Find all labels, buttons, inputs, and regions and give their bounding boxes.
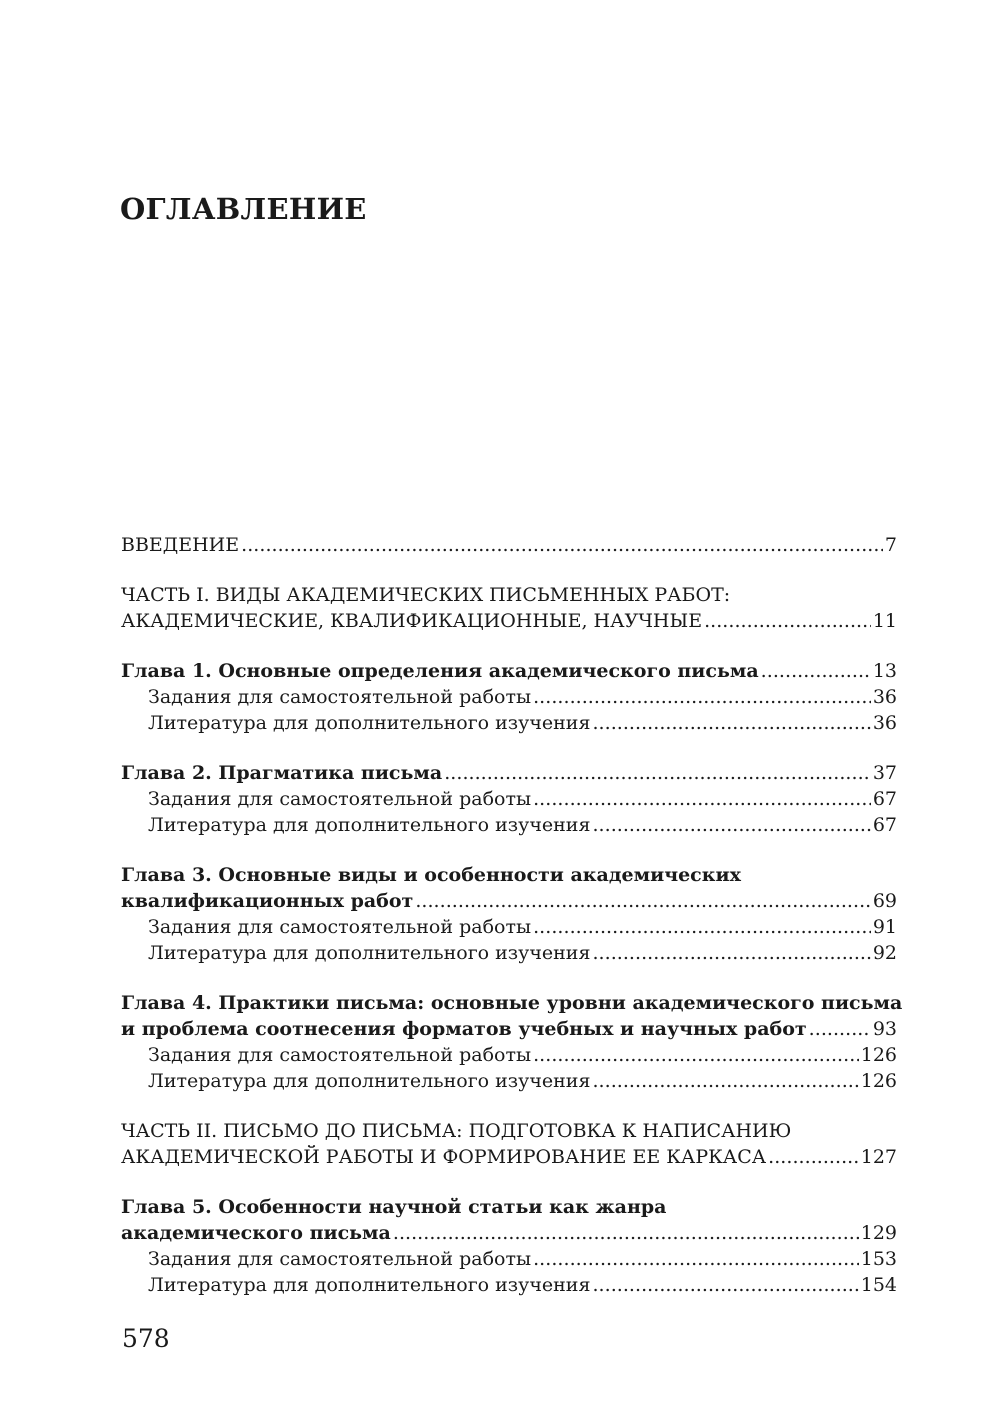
toc-entry-ch2-literature[interactable]: [121, 812, 897, 838]
toc-page-number: 36: [872, 712, 897, 734]
toc-page-number: 7: [884, 534, 897, 556]
toc-entry-label: Литература для дополнительного изучения: [148, 712, 591, 734]
toc-page-number: 93: [872, 1018, 897, 1040]
dot-leader: [768, 1144, 859, 1170]
toc-entry-label: Задания для самостоятельной работы: [148, 788, 532, 810]
toc-entry-ch5-tasks[interactable]: [121, 1246, 897, 1272]
toc-entry-label: Задания для самостоятельной работы: [148, 916, 532, 938]
dot-leader: [533, 914, 871, 940]
toc-entry-label: Глава 2. Прагматика письма: [121, 762, 443, 784]
toc-entry-ch1-literature[interactable]: [121, 710, 897, 736]
toc-entry-label: Глава 3. Основные виды и особенности академических: [121, 864, 741, 886]
toc-entry-label: ВВЕДЕНИЕ: [121, 534, 240, 556]
dot-leader: [533, 786, 871, 812]
toc-entry-chapter-3[interactable]: [121, 862, 897, 914]
dot-leader: [592, 710, 870, 736]
toc-page-number: 153: [860, 1248, 897, 1270]
toc-entry-label: Задания для самостоятельной работы: [148, 1044, 532, 1066]
toc-entry-label: Литература для дополнительного изучения: [148, 814, 591, 836]
toc-page-number: 36: [872, 686, 897, 708]
toc-page-number: 13: [872, 660, 897, 682]
toc-page-number: 92: [872, 942, 897, 964]
toc-page-number: 154: [860, 1274, 897, 1296]
toc-page-number: 11: [872, 610, 897, 632]
toc-entry-part-1[interactable]: [121, 582, 897, 634]
toc-page-number: 67: [872, 788, 897, 810]
toc-entry-ch4-tasks[interactable]: [121, 1042, 897, 1068]
table-of-contents: [121, 532, 903, 1298]
toc-entry-label: квалификационных работ: [121, 890, 414, 912]
dot-leader: [592, 812, 870, 838]
toc-entry-label: Литература для дополнительного изучения: [148, 1070, 591, 1092]
toc-entry-chapter-4[interactable]: [121, 990, 903, 1042]
toc-entry-label: академического письма: [121, 1222, 391, 1244]
dot-leader: [393, 1220, 859, 1246]
dot-leader: [533, 1246, 859, 1272]
toc-entry-label: АКАДЕМИЧЕСКОЙ РАБОТЫ И ФОРМИРОВАНИЕ ЕЕ КАРКАСА: [121, 1146, 767, 1168]
toc-entry-label: Задания для самостоятельной работы: [148, 1248, 532, 1270]
toc-page-number: 37: [872, 762, 897, 784]
toc-entry-label: ЧАСТЬ I. ВИДЫ АКАДЕМИЧЕСКИХ ПИСЬМЕННЫХ РАБОТ:: [121, 584, 731, 606]
dot-leader: [704, 608, 871, 634]
dot-leader: [592, 1272, 858, 1298]
toc-entry-intro[interactable]: [121, 532, 897, 558]
toc-entry-label: Глава 4. Практики письма: основные уровни академического письма: [121, 992, 903, 1014]
toc-entry-label: АКАДЕМИЧЕСКИЕ, КВАЛИФИКАЦИОННЫЕ, НАУЧНЫЕ: [121, 610, 703, 632]
toc-entry-label: Глава 1. Основные определения академического письма: [121, 660, 759, 682]
page-number: 578: [122, 1324, 170, 1353]
dot-leader: [241, 532, 883, 558]
toc-page-number: 126: [860, 1070, 897, 1092]
toc-entry-chapter-5[interactable]: [121, 1194, 897, 1246]
dot-leader: [809, 1016, 871, 1042]
toc-entry-label: Глава 5. Особенности научной статьи как жанра: [121, 1196, 667, 1218]
toc-entry-part-2[interactable]: [121, 1118, 897, 1170]
page-title: ОГЛАВЛЕНИЕ: [120, 192, 367, 226]
toc-page-number: 69: [872, 890, 897, 912]
toc-entry-ch2-tasks[interactable]: [121, 786, 897, 812]
dot-leader: [592, 940, 870, 966]
dot-leader: [761, 658, 871, 684]
toc-page-number: 129: [860, 1222, 897, 1244]
toc-entry-label: и проблема соотнесения форматов учебных и научных работ: [121, 1018, 807, 1040]
toc-entry-chapter-1[interactable]: [121, 658, 897, 684]
toc-entry-ch4-literature[interactable]: [121, 1068, 897, 1094]
toc-entry-label: Литература для дополнительного изучения: [148, 1274, 591, 1296]
toc-entry-label: Задания для самостоятельной работы: [148, 686, 532, 708]
toc-entry-ch1-tasks[interactable]: [121, 684, 897, 710]
dot-leader: [533, 1042, 859, 1068]
toc-page-number: 127: [860, 1146, 897, 1168]
dot-leader: [592, 1068, 858, 1094]
toc-entry-ch3-tasks[interactable]: [121, 914, 897, 940]
toc-entry-chapter-2[interactable]: [121, 760, 897, 786]
dot-leader: [533, 684, 871, 710]
toc-page-number: 126: [860, 1044, 897, 1066]
toc-entry-ch5-literature[interactable]: [121, 1272, 897, 1298]
toc-page-number: 91: [872, 916, 897, 938]
dot-leader: [444, 760, 871, 786]
toc-entry-label: Литература для дополнительного изучения: [148, 942, 591, 964]
dot-leader: [415, 888, 871, 914]
toc-page-number: 67: [872, 814, 897, 836]
toc-entry-label: ЧАСТЬ II. ПИСЬМО ДО ПИСЬМА: ПОДГОТОВКА К НАПИСАНИЮ: [121, 1120, 792, 1142]
toc-entry-ch3-literature[interactable]: [121, 940, 897, 966]
